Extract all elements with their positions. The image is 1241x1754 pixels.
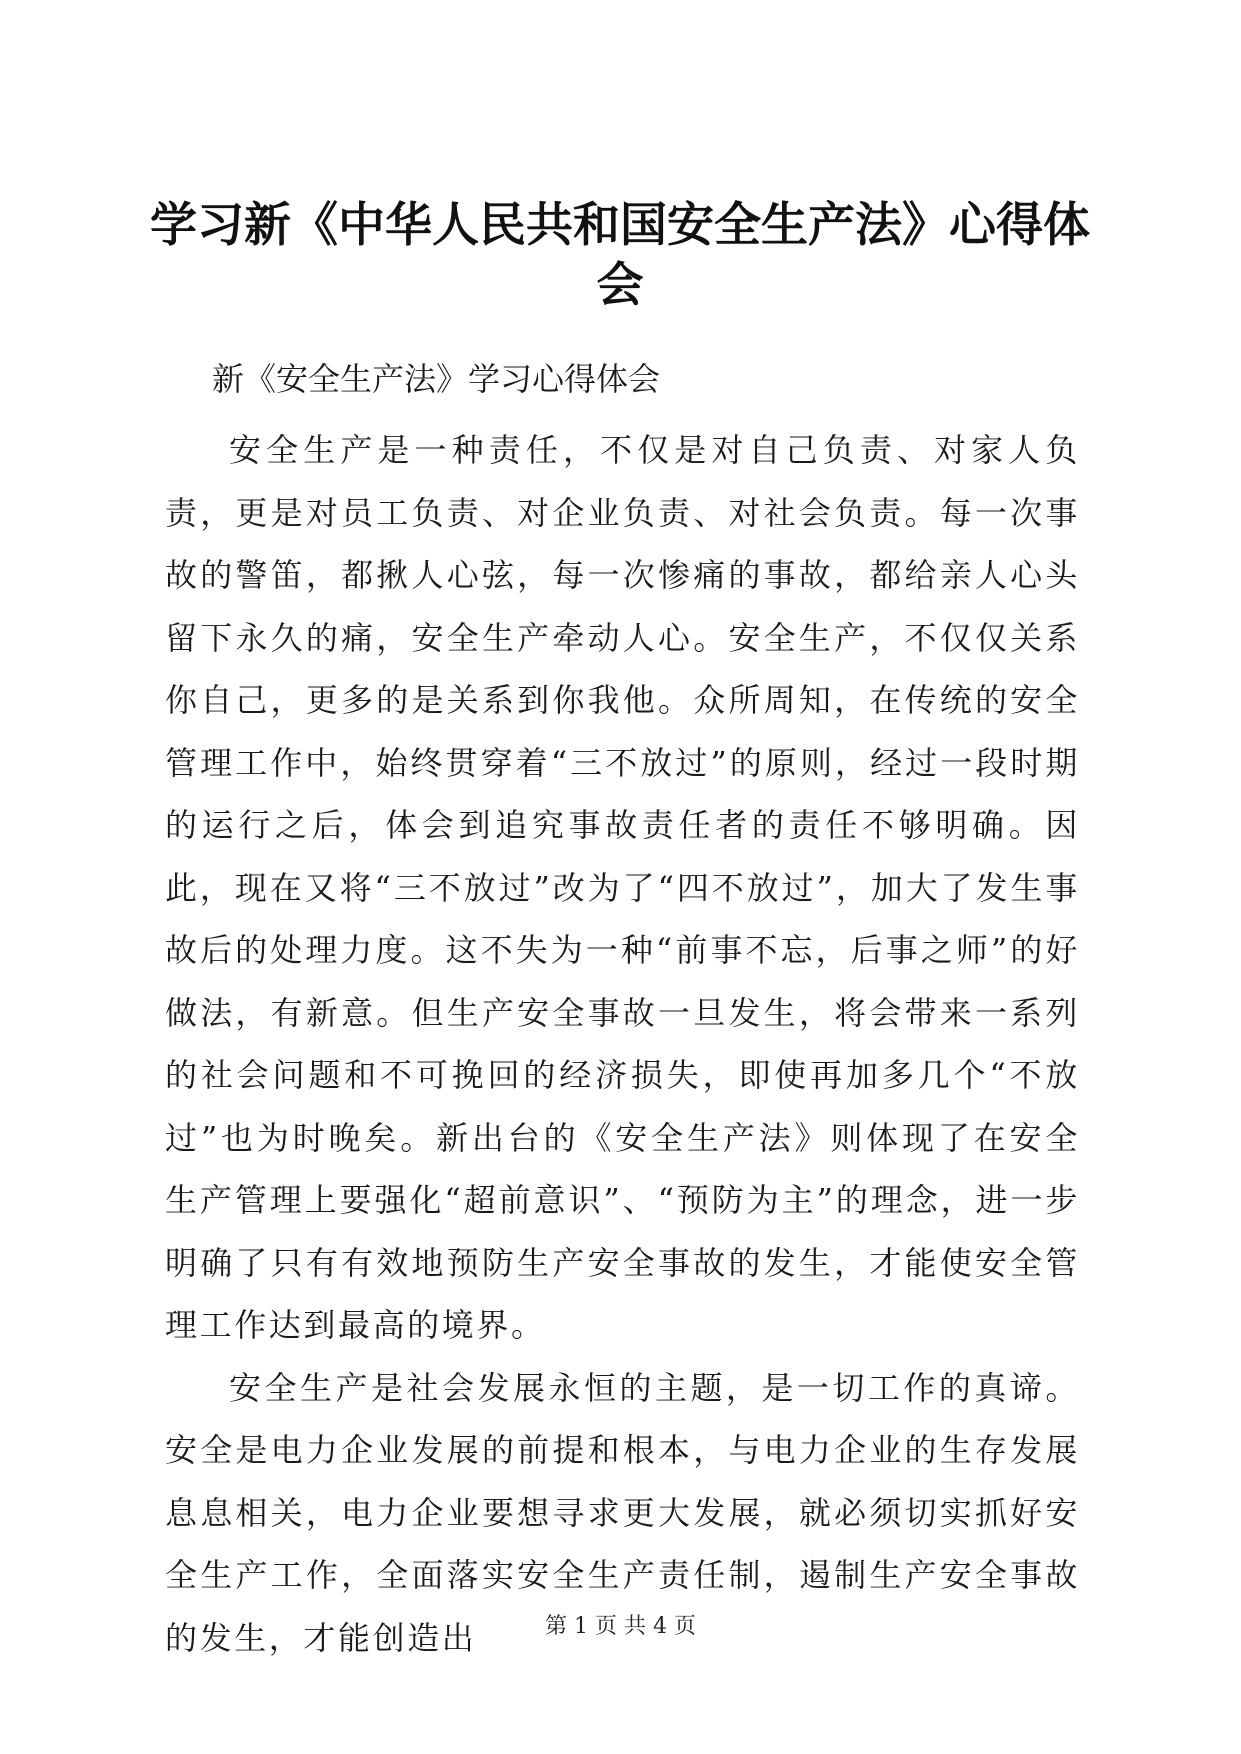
body-paragraph: 安全生产是一种责任，不仅是对自己负责、对家人负责，更是对员工负责、对企业负责、对社会负责。每一次事故的警笛，都揪人心弦，每一次惨痛的事故，都给亲人心头留下永久的痛，安全生产牵动人心。安全生产，不仅仅关系你自己，更多的是关系到你我他。众所周知，在传统的安全管理工作中，始终贯穿着“三不放过”的原则，经过一段时期的运行之后，体会到追究事故责任者的责任不够明确。因此，现在又将“三不放过”改为了“四不放过”，加大了发生事故后的处理力度。这不失为一种“前事不忘，后事之师”的好做法，有新意。但生产安全事故一旦发生，将会带来一系列的社会问题和不可挽回的经济损失，即使再加多几个“不放过”也为时晚矣。新出台的《安全生产法》则体现了在安全生产管理上要强化“超前意识”、“预防为主”的理念，进一步明确了只有有效地预防生产安全事故的发生，才能使安全管理工作达到最高的境界。 [165, 431, 1080, 1344]
document-body [165, 419, 1080, 1669]
page-footer: 第 1 页 共 4 页 [545, 1614, 696, 1639]
body-paragraph: 安全生产是社会发展永恒的主题，是一切工作的真谛。安全是电力企业发展的前提和根本，与电力企业的生存发展息息相关，电力企业要想寻求更大发展，就必须切实抓好安全生产工作，全面落实安全生产责任制，遏制生产安全事故的发生，才能创造出 [165, 1368, 1080, 1657]
document-subtitle: 新《安全生产法》学习心得体会 [212, 360, 661, 398]
document-title: 学习新《中华人民共和国安全生产法》心得体会 [150, 198, 1090, 313]
